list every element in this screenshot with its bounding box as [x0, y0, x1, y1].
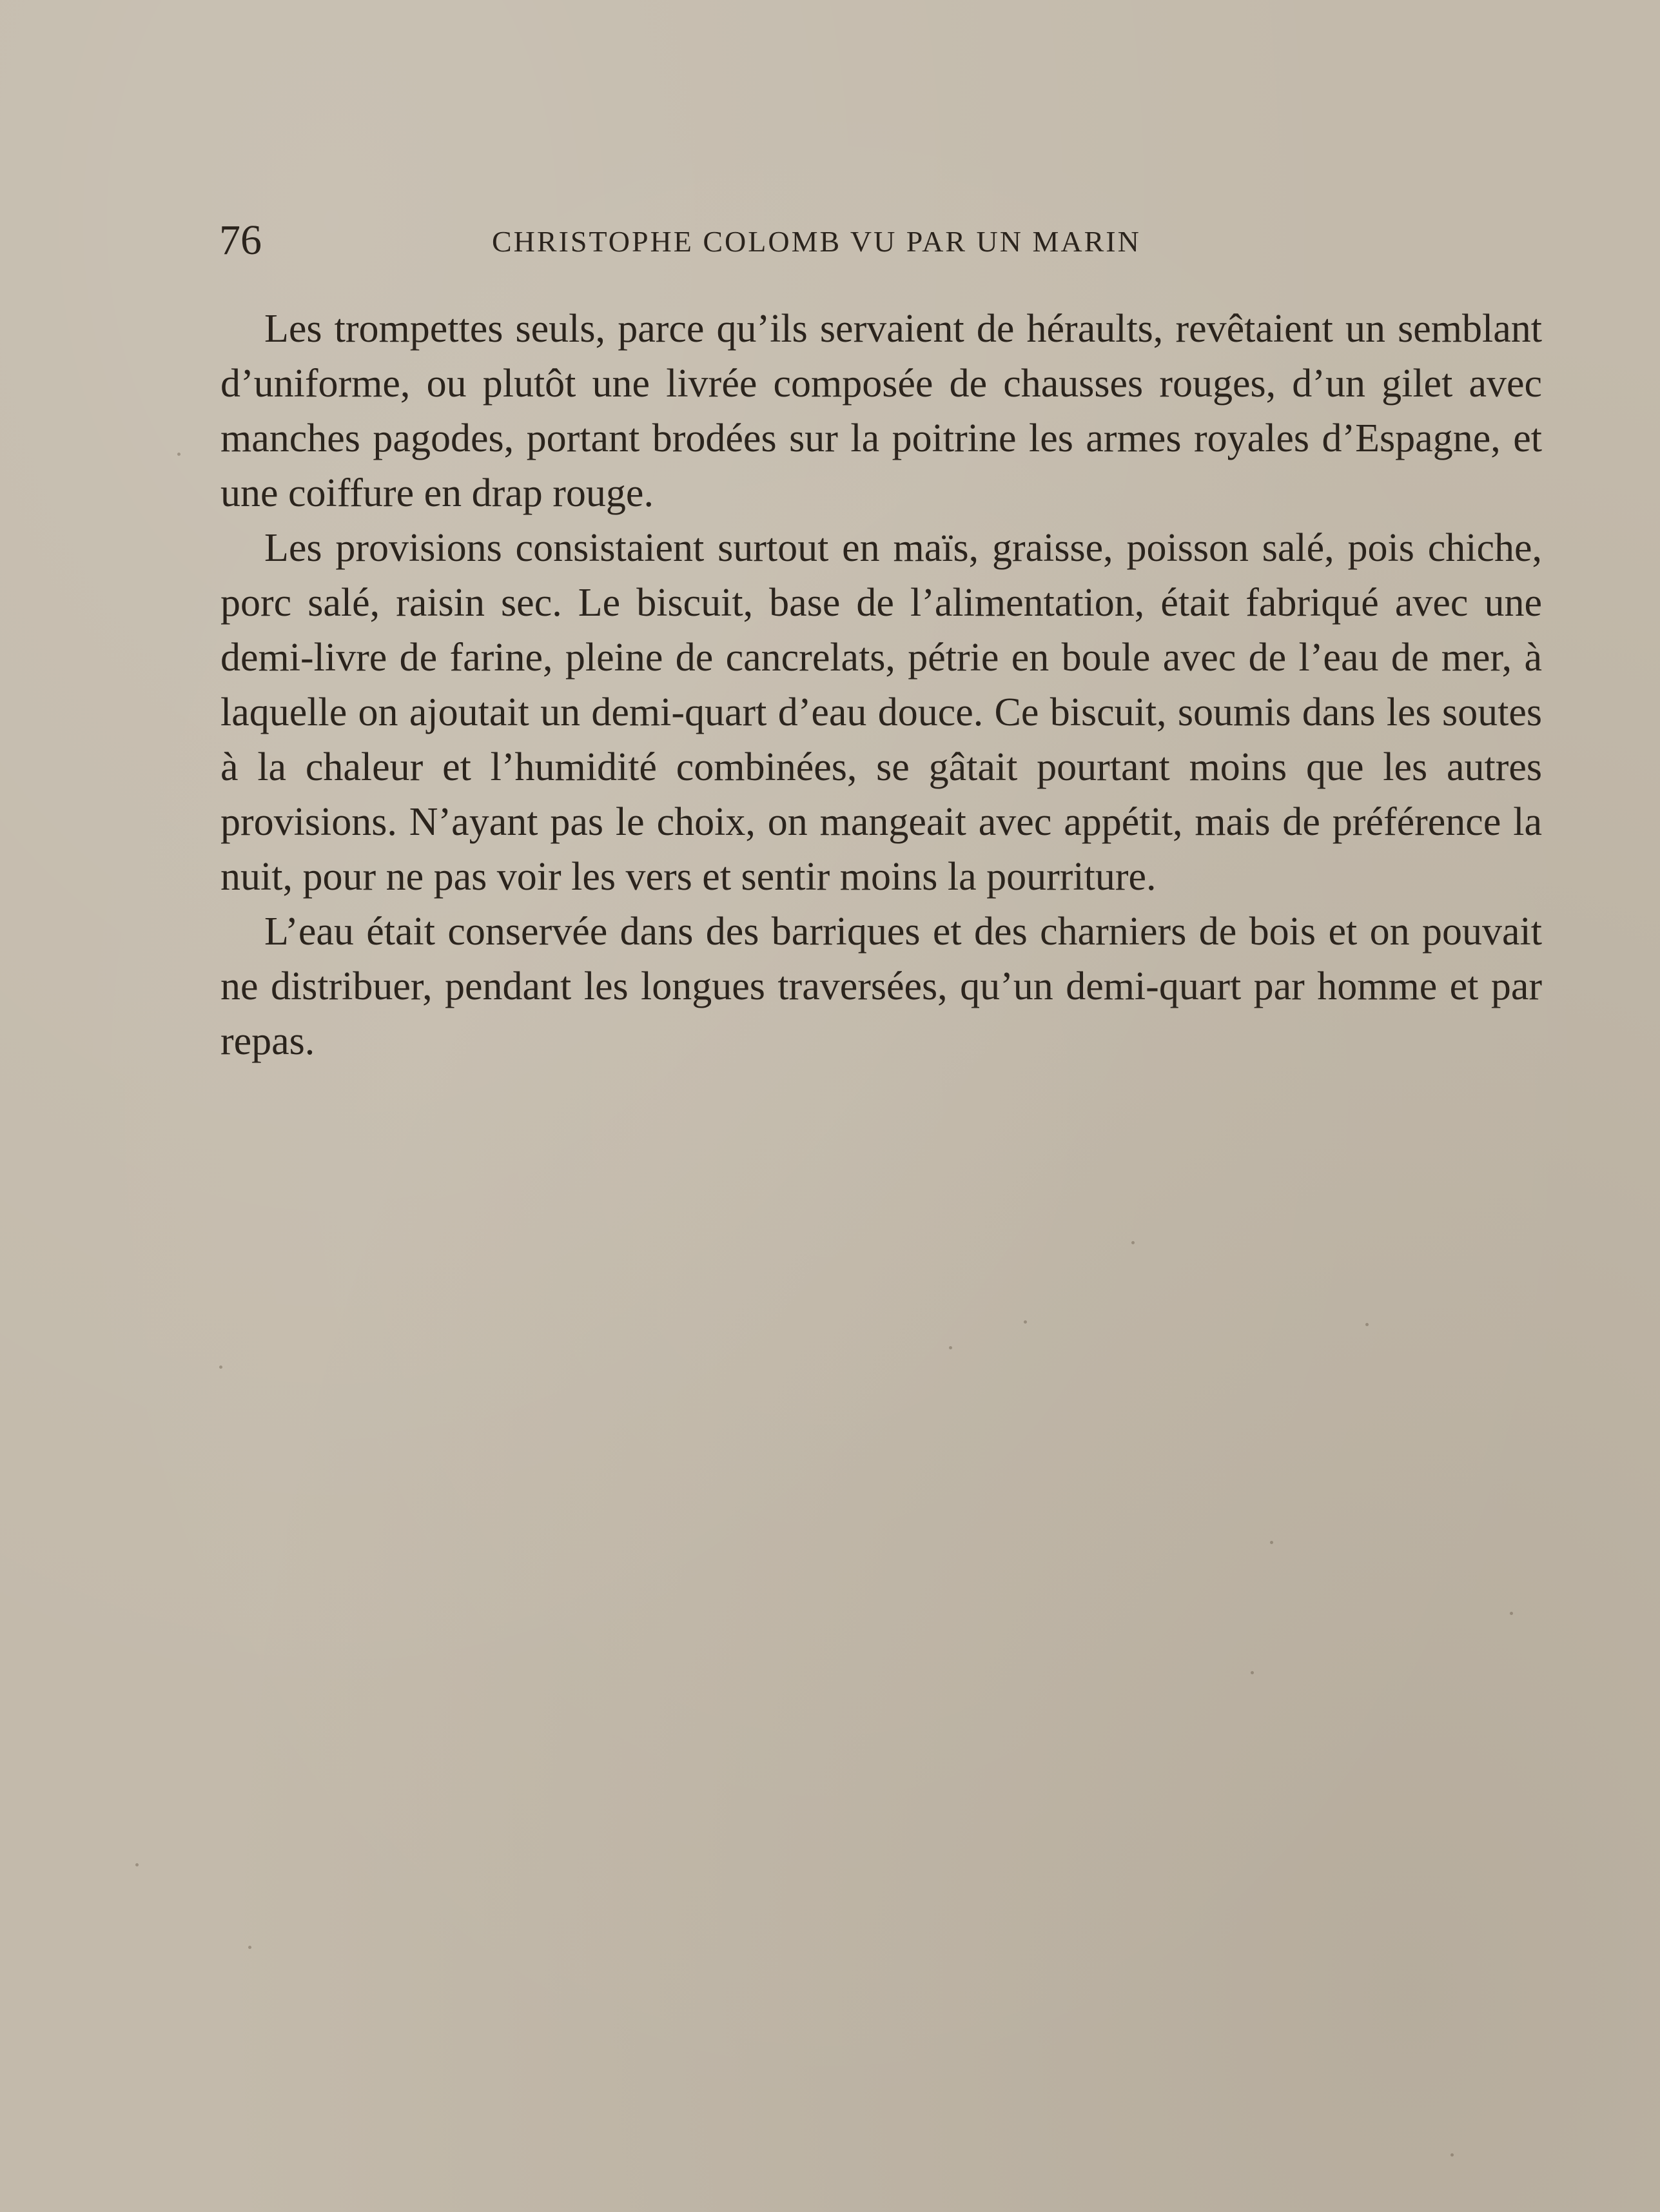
paper-speck: [1270, 1541, 1273, 1544]
body-text: [220, 302, 1542, 1069]
paragraph-water: L’eau était conservée dans des barriques et des charniers de bois et on pouvait ne distribuer, pendant les longues traversées, qu’un demi-quart par homme et par repas.: [220, 910, 1542, 1063]
paragraph-provisions: Les provisions consistaient surtout en maïs, graisse, poisson salé, pois chiche, porc salé, raisin sec. Le biscuit, base de l’alimentation, était fabriqué avec une demi-livre de farine, pleine de cancrelats, pétrie en boule avec de l’eau de mer, à laquelle on ajoutait un demi-quart d’eau douce. Ce biscuit, soumis dans les soutes à la chaleur et l’humidité combinées, se gâtait pourtant moins que les autres provisions. N’ayant pas le choix, on mangeait avec appétit, mais de préférence la nuit, pour ne pas voir les vers et sentir moins la pourriture.: [220, 526, 1542, 899]
paper-speck: [949, 1346, 952, 1349]
paper-speck: [1365, 1323, 1369, 1326]
paper-speck: [1251, 1671, 1254, 1674]
page-number: 76: [219, 217, 262, 264]
paper-speck: [135, 1863, 139, 1866]
paper-speck: [1510, 1612, 1513, 1615]
running-title: CHRISTOPHE COLOMB VU PAR UN MARIN: [492, 225, 1141, 258]
paper-speck: [219, 1365, 222, 1369]
paper-speck: [1024, 1320, 1027, 1324]
paper-speck: [1131, 1241, 1135, 1244]
paper-speck: [1450, 2153, 1454, 2157]
paper-speck: [177, 453, 181, 456]
paper-speck: [248, 1946, 251, 1949]
page-header: [219, 211, 1276, 269]
paragraph-trumpeters: Les trompettes seuls, parce qu’ils servaient de héraults, revêtaient un semblant d’uniforme, ou plutôt une livrée composée de chausses rouges, d’un gilet avec manches pagodes, portant brodées sur la poitrine les armes royales d’Espagne, et une coiffure en drap rouge.: [220, 307, 1542, 515]
